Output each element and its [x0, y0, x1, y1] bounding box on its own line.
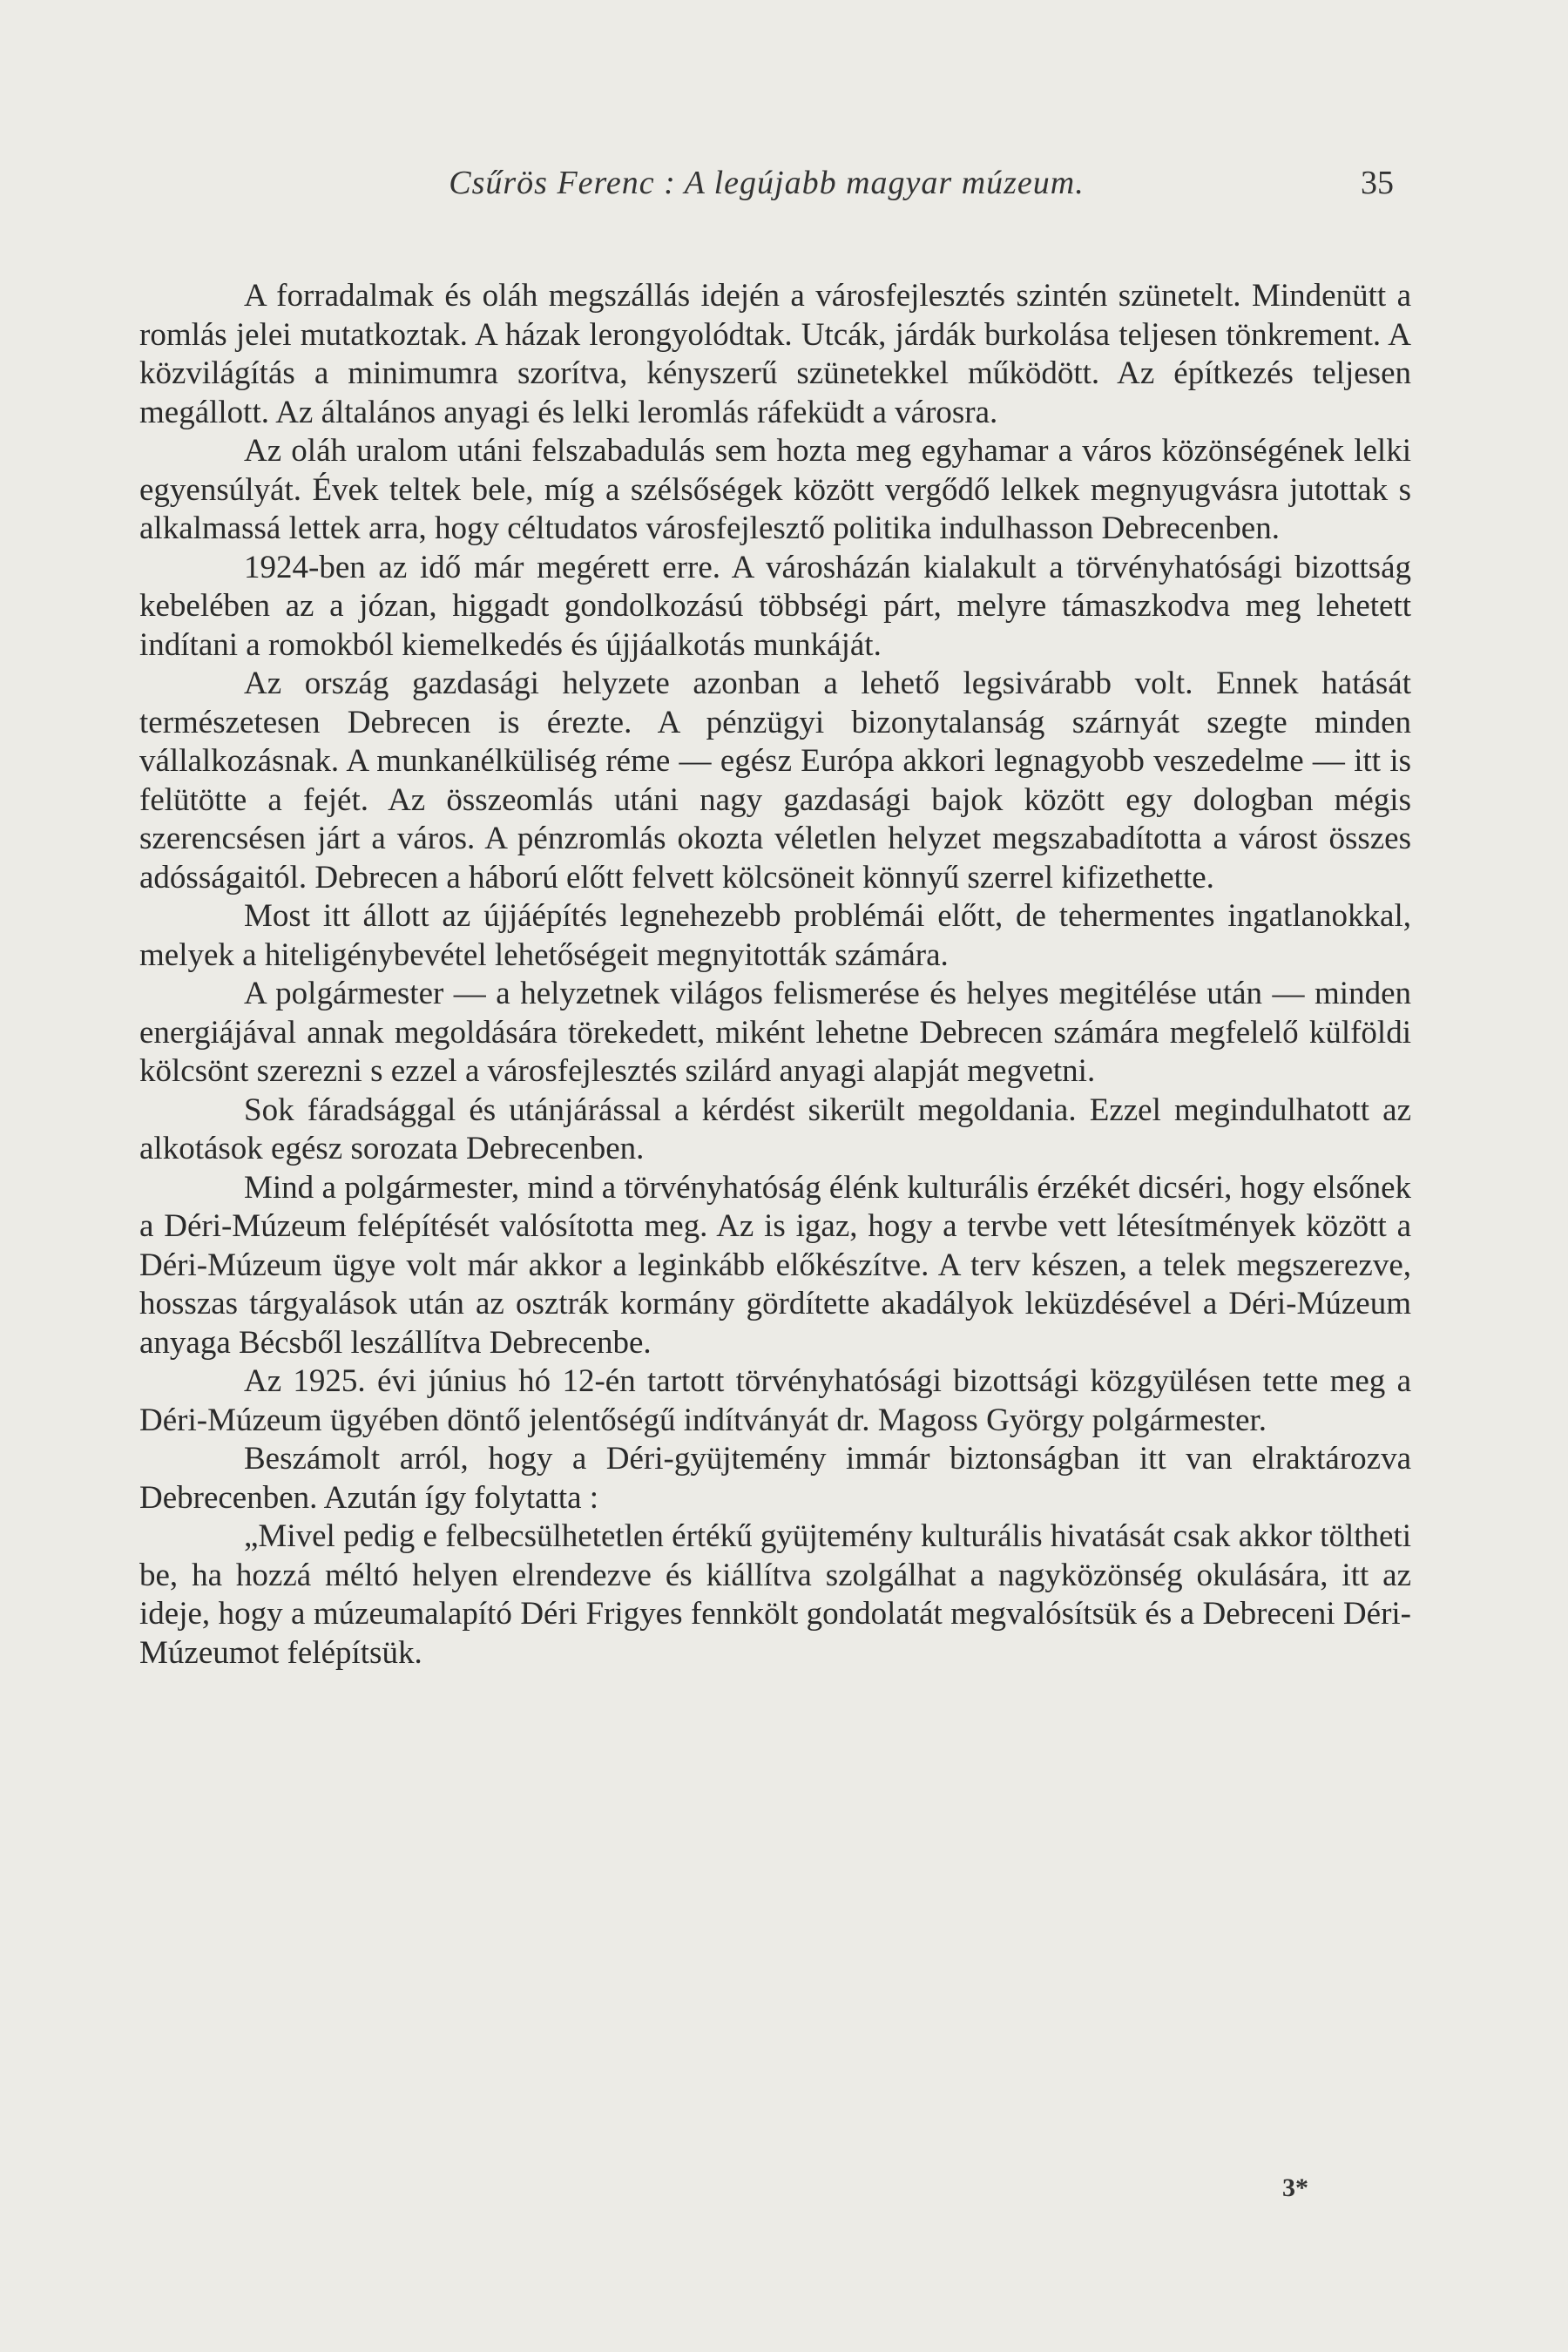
page-number: 35 [1361, 165, 1394, 201]
paragraph: Az 1925. évi június hó 12-én tartott törvényhatósági bizottsági közgyülésen tette meg a Déri-Múzeum ügyében döntő jelentőségű indítványát dr. Magoss György polgármester. [139, 1363, 1411, 1438]
body-text [139, 277, 1411, 1673]
paragraph: Mind a polgármester, mind a törvényhatóság élénk kulturális érzékét dicséri, hogy elsőnek a Déri-Múzeum felépítését valósította meg. Az is igaz, hogy a tervbe vett létesítmények között a Déri-Múzeum ügye volt már akkor a leginkább előkészítve. A terv készen, a telek megszerezve, hosszas tárgyalások után az osztrák kormány gördítette akadályok leküzdésével a Déri-Múzeum anyaga Bécsből leszállítva Debrecenbe. [139, 1169, 1411, 1361]
paragraph: Most itt állott az újjáépítés legnehezebb problémái előtt, de tehermentes ingatlanokkal, melyek a hiteligénybevétel lehetőségeit megnyitották számára. [139, 898, 1411, 973]
paragraph: „Mivel pedig e felbecsülhetetlen értékű gyüjtemény kulturális hivatását csak akkor töltheti be, ha hozzá méltó helyen elrendezve és kiállítva szolgálhat a nagyközönség okulására, itt az ideje, hogy a múzeumalapító Déri Frigyes fennkölt gondolatát megvalósítsük és a Debreceni Déri-Múzeumot felépítsük. [139, 1518, 1411, 1671]
paragraph: Sok fáradsággal és utánjárással a kérdést sikerült megoldania. Ezzel megindulhatott az alkotások egész sorozata Debrecenben. [139, 1092, 1411, 1166]
paragraph: Beszámolt arról, hogy a Déri-gyüjtemény immár biztonságban itt van elraktározva Debrecenben. Azután így folytatta : [139, 1441, 1411, 1516]
running-title: Csűrös Ferenc : A legújabb magyar múzeum. [449, 165, 1085, 201]
paragraph: Az oláh uralom utáni felszabadulás sem hozta meg egyhamar a város közönségének lelki egyensúlyát. Évek teltek bele, míg a szélsőségek között vergődő lelkek megnyugvásra jutottak s alkalmassá lettek arra, hogy céltudatos városfejlesztő politika indulhasson Debrecenben. [139, 433, 1411, 546]
paragraph: 1924-ben az idő már megérett erre. A városházán kialakult a törvényhatósági bizottság kebelében az a józan, higgadt gondolkozású többségi párt, melyre támaszkodva meg lehetett indítani a romokból kiemelkedés és újjáalkotás munkáját. [139, 549, 1411, 663]
paragraph: A forradalmak és oláh megszállás idején a városfejlesztés szintén szünetelt. Mindenütt a romlás jelei mutatkoztak. A házak lerongyolódtak. Utcák, járdák burkolása teljesen tönkrement. A közvilágítás a minimumra szorítva, kényszerű szünetekkel működött. Az építkezés teljesen megállott. Az általános anyagi és lelki leromlás ráfeküdt a városra. [139, 278, 1411, 430]
running-header [139, 164, 1394, 207]
paragraph: Az ország gazdasági helyzete azonban a lehető legsivárabb volt. Ennek hatását természetesen Debrecen is érezte. A pénzügyi bizonytalanság szárnyát szegte minden vállalkozásnak. A munkanélküliség réme — egész Európa akkori legnagyobb veszedelme — itt is felütötte a fejét. Az összeomlás utáni nagy gazdasági bajok között egy dologban mégis szerencsésen járt a város. A pénzromlás okozta véletlen helyzet megszabadította a várost összes adósságaitól. Debrecen a háború előtt felvett kölcsöneit könnyű szerrel kifizethette. [139, 666, 1411, 896]
paragraph: A polgármester — a helyzetnek világos felismerése és helyes megitélése után — minden energiájával annak megoldására törekedett, miként lehetne Debrecen számára megfelelő külföldi kölcsönt szerezni s ezzel a városfejlesztés szilárd anyagi alapját megvetni. [139, 976, 1411, 1089]
signature-mark: 3* [1282, 2173, 1308, 2202]
